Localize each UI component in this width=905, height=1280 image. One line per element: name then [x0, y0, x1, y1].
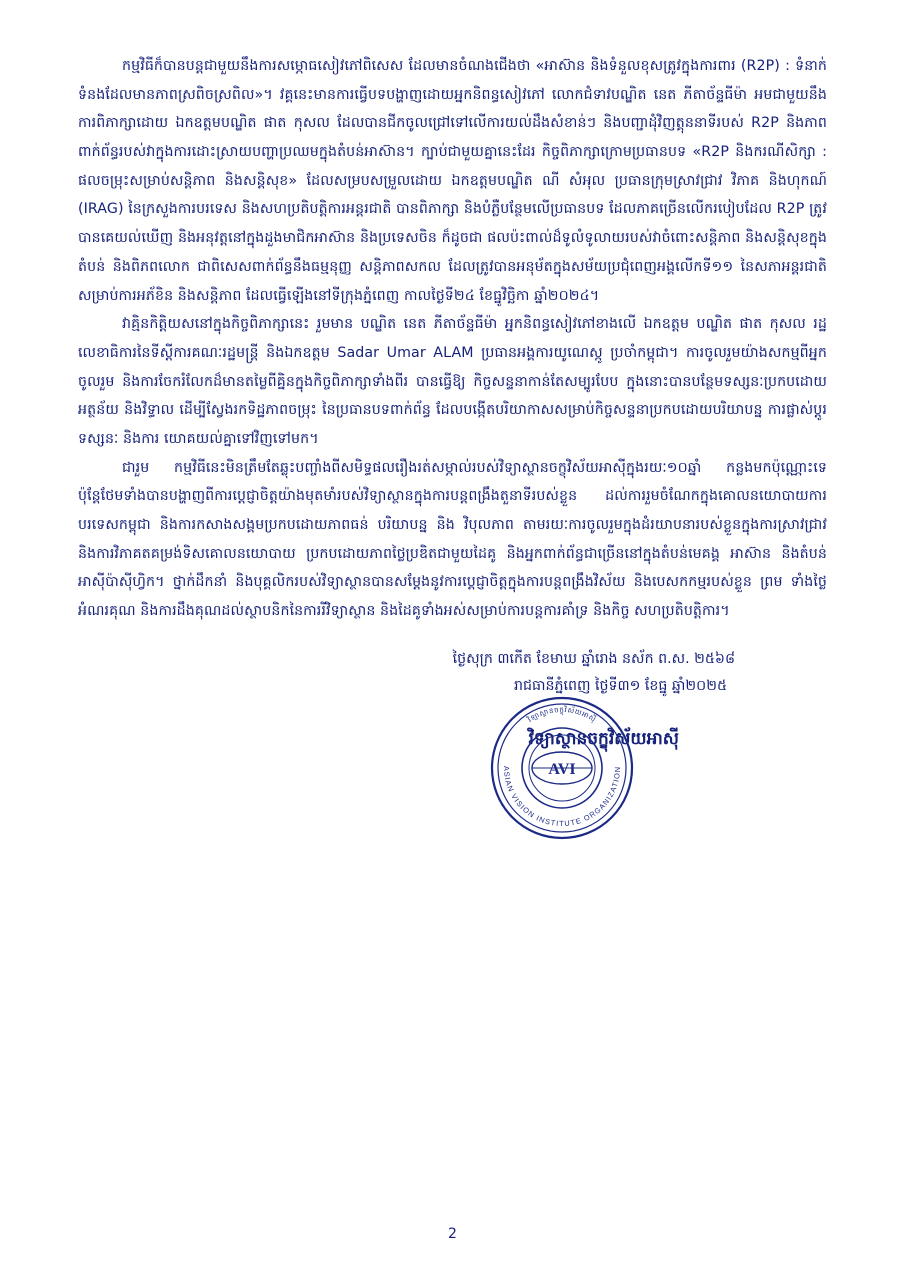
signature-date-gregorian: រាជធានីភ្នំពេញ ថ្ងៃទី៣១ ខែធ្នូ ឆ្នាំ២០២៥	[513, 677, 727, 694]
document-body	[78, 52, 827, 626]
signature-block	[78, 646, 827, 700]
svg-text:វិទ្យាស្ថានចក្ខុវិស័យអាស៊ី: វិទ្យាស្ថានចក្ខុវិស័យអាស៊ី	[526, 705, 598, 724]
signature-date-khmer-calendar: ថ្ងៃសុក្រ ៣កើត ខែមាឃ ឆ្នាំរោង នស័ក ព.ស. ២៥៦៨	[452, 650, 735, 667]
official-seal-icon	[482, 688, 642, 848]
paragraph-1: កម្មវិធីក៏បានបន្តជាមួយនឹងការសម្ភោធសៀវភៅពិសេស ដែលមានចំណងជើងថា «អាស៊ាន និងទំនួលខុសត្រូវក្នុងការពារ (R2P) : ទំនាក់ទំនងដែលមានភាពស្រពិចស្រពិល»។ វគ្គនេះមានការធ្វើបទបង្ហាញដោយអ្នកនិពន្ធសៀវភៅ លោកជំទាវបណ្ឌិត នេត ភីតាច័ន្ទធីម៉ា អមជាមួយនឹងការពិភាក្សាដោយ ឯកឧត្តមបណ្ឌិត ផាត កុសល ដែលបានជីកចូលជ្រៅទៅលើការយល់ដឹងសំខាន់ៗ និងបញ្ជាដុំវិញត្គុននាទីរបស់ R2P និងភាពពាក់ព័ន្ធរបស់វាក្នុងការដោះស្រាយបញ្ហាប្រឈមក្នុងតំបន់អាស៊ាន។ ក្បាប់ជាមួយគ្នានេះដែរ កិច្ចពិភាក្សាក្រោមប្រធានបទ «R2P និងករណីសិក្សា : ផលចម្រុះសម្រាប់សន្តិភាព និងសន្តិសុខ» ដែលសម្របសម្រួលដោយ ឯកឧត្តមបណ្ឌិត ណី សំអុល ប្រធានក្រុមស្រាវជ្រាវ វិភាគ និងហុកណ៍ (IRAG) នៃក្រសួងការបរទេស និងសហប្រតិបត្តិការអន្តរជាតិ បានពិភាក្សា និងបំភ្លឺបន្ថែមលើប្រធានបទ ដែលភាគច្រើនលើករបៀបដែល R2P ត្រូវបានគេយល់ឃើញ និងអនុវត្តនៅក្នុងដួងមាជិកអាស៊ាន និងប្រទេសចិន ក៏ដូចជា ផលប៉ះពាល់ដ៏ទូលំទូលាយរបស់វាចំពោះសន្តិភាព និងសន្តិសុខក្នុងតំបន់ និងពិភពលោក ជាពិសេសពាក់ព័ន្ធនឹងធម្មនុញ្ញ សន្តិភាពសកល ដែលត្រូវបានអនុម័តក្នុងសម័យប្រជុំពេញអង្គលើកទី១១ នៃសភាអន្តរជាតិសម្រាប់ការអភ័ខិន និងសន្តិភាព ដែលធ្វើឡើងនៅទីក្រុងភ្នំពេញ កាលថ្ងៃទី២៤ ខែធ្នូវិច្ឆិកា ឆ្នាំ២០២៤។	[78, 58, 827, 304]
stamp-area	[78, 694, 827, 844]
paragraph-2: វាគ្មិនកិត្តិយសនៅក្នុងកិច្ចពិភាក្សានេះ រួមមាន បណ្ឌិត នេត ភីតាច័ន្ទធីម៉ា អ្នកនិពន្ធសៀវភៅខាងលើ ឯកឧត្តម បណ្ឌិត ផាត កុសល រដ្ឋលេខាធិការនៃទីស្ដីការគណៈរដ្ឋមន្ត្រី និងឯកឧត្តម Sadar Umar ALAM ប្រធានអង្គការយូណេស្កូ ប្រចាំកម្ពុជា។ ការចូលរួមយ៉ាងសកម្មពីអ្នកចូលរួម និងការចែករំលែកដ៏មានតម្លៃពីគ្និនក្នុងកិច្ចពិភាក្សាទាំងពីរ បានធ្វើឱ្យ កិច្ចសន្ទនាកាន់តែសម្បូរបែប ក្នុងនោះបានបន្ថែមទស្សនៈប្រកបដោយអត្ថន័យ និងវិទ្ធាល ដើម្បីស្វែងរកទិដ្ឋភាពចម្រុះ នៃប្រធានបទពាក់ព័ន្ធ ដែលបង្កើតបរិយាកាសសម្រាប់កិច្ចសន្ទនាប្រកបដោយបរិយាបន្ន ការផ្លាស់ប្ដូរទស្សនៈ និងការ យោគយល់គ្នាទៅវិញទៅមក។	[78, 316, 827, 447]
svg-text:ASIAN VISION INSTITUTE ORGANIZ: ASIAN VISION INSTITUTE ORGANIZATION	[501, 765, 623, 828]
page-number: 2	[448, 1226, 457, 1242]
organization-name: វិទ្យាស្ថានចក្ខុវិស័យអាស៊ី	[528, 728, 679, 749]
paragraph-3: ជារួម កម្មវិធីនេះមិនត្រឹមតែឆ្លុះបញ្ចាំងពីសមិទ្ធផលរឿងរត់សម្ភាល់របស់វិទ្យាស្ថានចក្ខុវិស័យអាស៊ីក្នុងរយៈ១០ឆ្នាំ កន្លងមកប៉ុណ្ណោះទេ ប៉ុន្តែថែមទាំងបានបង្ហាញពីការប្ដេជ្ញាចិត្តយ៉ាងមុតមាំរបស់វិទ្យាស្ថានក្នុងការបន្តពង្រឹងតួនាទីរបស់ខ្លួន ដល់ការរួមចំណែកក្នុងគោលនយោបាយការបរទេសកម្ពុជា និងការកសាងសង្គមប្រកបដោយភាពធន់ បរិយាបន្ន និង វិបុលភាព តាមរយៈការចូលរួមក្នុងដំរយាបនារបស់ខ្លួនក្នុងការស្រាវជ្រាវ និងការវិភាគតគម្រង់ទិសគោលនយោបាយ ប្រកបដោយភាពថ្លៃប្រឌិតជាមួយដៃគូ និងអ្នកពាក់ព័ន្ធជាច្រើននៅក្នុងតំបន់មេគង្គ អាស៊ាន និងតំបន់អាស៊ីប៉ាស៊ីហ្វិក។ ថ្នាក់ដឹកនាំ និងបុគ្គលិករបស់វិទ្យាស្ថានបានសម្ដែងនូវការប្ដេជ្ញាចិត្តក្នុងការបន្តពង្រឹងវិស័យ និងបេសកកម្មរបស់ខ្លួន ព្រម ទាំងថ្លៃអំណរគុណ និងការដឹងគុណដល់ស្ថាបនិកនៃការរីវិទ្យាស្ថាន និងដៃគូទាំងអស់សម្រាប់ការបន្តការគាំទ្រ និងកិច្ច សហប្រតិបត្តិការ។	[78, 459, 827, 620]
svg-text:AVI: AVI	[548, 760, 576, 778]
